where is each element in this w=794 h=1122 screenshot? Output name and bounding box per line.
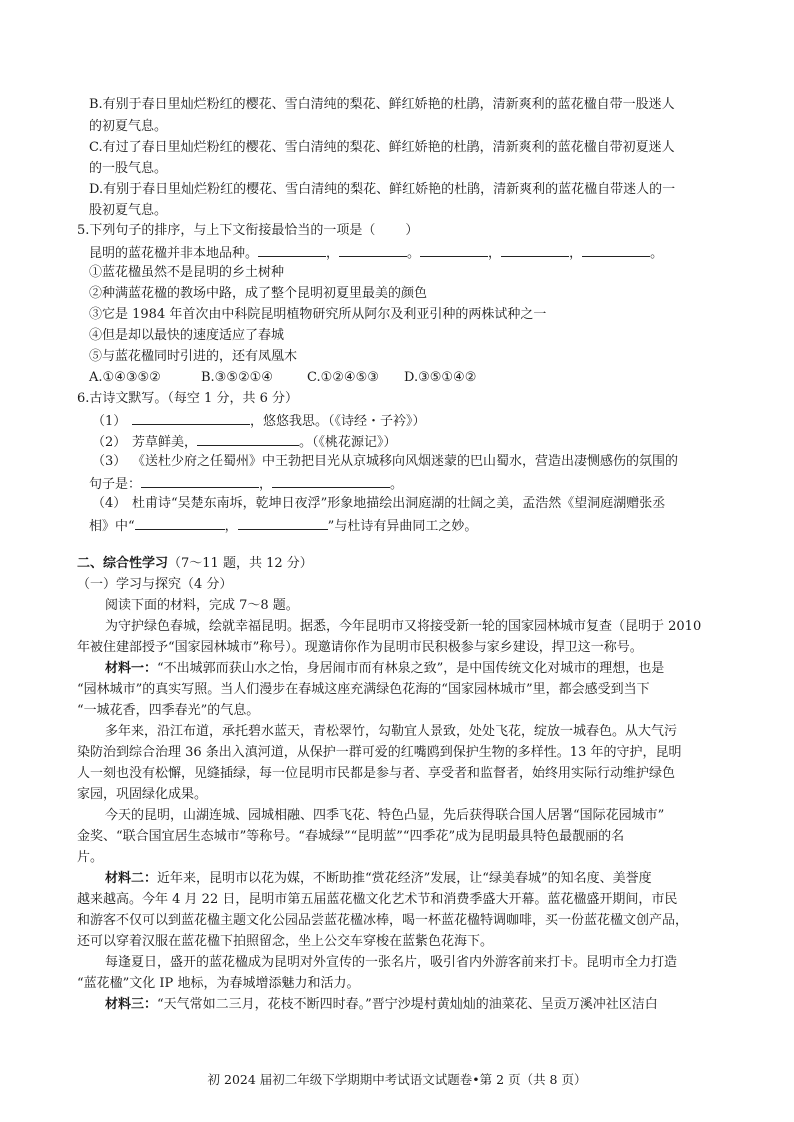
m1-text: “不出城郭而获山水之怡，身居闹市而有林泉之致”，是中国传统文化对城市的理想，也是 <box>157 661 665 676</box>
q5-choice-c[interactable]: C.①②④⑤③ <box>307 370 379 385</box>
m2-line-4: 还可以穿着汉服在蓝花楹下拍照留念，坐上公交车穿梭在蓝紫色花海下。 <box>77 934 494 949</box>
q5-lead: 昆明的蓝花楹并非本地品种。 <box>89 246 259 261</box>
q5-blank-4[interactable] <box>501 243 569 257</box>
m2-line-1 <box>105 870 652 888</box>
part2-instruction: 阅读下面的材料，完成 7～8 题。 <box>105 598 299 613</box>
q6-blank-2[interactable] <box>197 432 299 446</box>
q5-choice-d[interactable]: D.③⑤①④② <box>404 370 477 385</box>
q5-sentence-4: ④但是却以最快的速度适应了春城 <box>89 328 285 343</box>
q6-sep: 。 <box>390 477 404 492</box>
q6-item-text: 句子是： <box>89 477 142 492</box>
q6-item-text: 相》中“ <box>89 519 135 534</box>
part2-heading-score: （7～11 题，共 12 分） <box>168 556 313 571</box>
m2-text: 近年来，昆明市以花为媒，不断助推“赏花经济”发展，让“绿美春城”的知名度、美誉度 <box>157 871 652 886</box>
q6-item-text: 芳草鲜美， <box>132 435 198 450</box>
q5-sentence-5: ⑤与蓝花楹同时引进的，还有凤凰木 <box>89 349 298 364</box>
q5-choice-a[interactable]: A.①④③⑤② <box>89 370 161 385</box>
m1-p2-line-4: 家园，巩固绿化成果。 <box>77 787 208 802</box>
intro-line-1: 为守护绿色春城，绘就幸福昆明。据悉，今年昆明市又将接受新一轮的国家园林城市复查（昆明于 2010 <box>105 619 702 634</box>
q6-blank-3[interactable] <box>141 474 259 488</box>
m1-p2-line-2: 染防治到综合治理 36 条出入滇河道，从保护一群可爱的红嘴鸥到保护生物的多样性。13 年的守护，昆明 <box>77 745 682 760</box>
q6-blank-5[interactable] <box>135 516 225 530</box>
q6-item-4-line2 <box>89 516 477 536</box>
q4-option-c-line1: C.有过了春日里灿烂粉红的樱花、雪白清纯的梨花、鲜红娇艳的杜鹃，清新爽利的蓝花楹自带初夏迷人 <box>89 140 675 155</box>
q5-sep: ， <box>326 246 340 261</box>
q5-sentence-3: ③它是 1984 年首次由中科院昆明植物研究所从阿尔及利亚引种的两株试种之一 <box>89 307 547 322</box>
m2-line-2: 越来越高。今年 4 月 22 日，昆明市第五届蓝花楹文化艺术节和消费季盛大开幕。蓝花楹盛开期间，市民 <box>77 892 678 907</box>
q5-lead-line <box>89 243 663 263</box>
q4-option-d-line2: 股初夏气息。 <box>89 203 168 218</box>
q6-item-num: （2） <box>92 435 127 450</box>
m1-line-2: “园林城市”的真实写照。当人们漫步在春城这座充满绿色花海的“国家园林城市”里，都会感受到当下 <box>77 682 650 697</box>
m3-label: 材料三： <box>105 997 158 1012</box>
m2-line-3: 和游客不仅可以到蓝花楹主题文化公园品尝蓝花楹冰棒，喝一杯蓝花楹特调咖啡，买一份蓝花楹文创产品， <box>77 913 689 928</box>
part2-heading <box>77 555 313 573</box>
m1-p2-line-3: 人一刻也没有松懈，见缝插绿，每一位昆明市民都是参与者、享受者和监督者，始终用实际行动维护绿色 <box>77 766 676 781</box>
q6-item-num: （3） <box>92 454 127 469</box>
q5-blank-2[interactable] <box>339 243 407 257</box>
q5-stem-text: 5.下列句子的排序，与上下文衔接最恰当的一项是（ <box>77 223 376 238</box>
m2-p2-line-1: 每逢夏日，盛开的蓝花楹成为昆明对外宣传的一张名片，吸引省内外游客前来打卡。昆明市全力打造 <box>105 955 678 970</box>
q6-item-num: （4） <box>92 496 127 511</box>
m1-line-3: “一城花香，四季春光”的气息。 <box>77 703 260 718</box>
m1-p3-line-1: 今天的昆明，山湖连城、园城相融、四季飞花、特色凸显，先后获得联合国人居署“国际花园城市” <box>105 808 665 823</box>
q6-item-text: 《送杜少府之任蜀州》中王勃把目光从京城移向风烟迷蒙的巴山蜀水，营造出凄恻感伤的氛围的 <box>132 454 679 469</box>
q5-blank-3[interactable] <box>420 243 488 257</box>
m2-label: 材料二： <box>105 871 158 886</box>
intro-line-2: 年被住建部授予“国家园林城市”称号）。现邀请你作为昆明市民积极参与家乡建设，捍卫这一称号。 <box>77 640 643 655</box>
q4-option-c-line2: 的一股气息。 <box>89 161 168 176</box>
m2-p2-line-2: “蓝花楹”文化 IP 地标，为春城增添魅力和活力。 <box>77 976 360 991</box>
m3-text: “天气常如二三月，花枝不断四时春。”晋宁沙堤村黄灿灿的油菜花、呈贡万溪冲社区洁白 <box>157 997 658 1012</box>
q6-sep: ， <box>259 477 273 492</box>
q5-sep: ， <box>488 246 502 261</box>
q5-sep: 。 <box>407 246 421 261</box>
q6-item-3-line1 <box>92 453 678 471</box>
q6-stem: 6.古诗文默写。（每空 1 分，共 6 分） <box>77 391 298 406</box>
q5-sep: ， <box>569 246 583 261</box>
m3-line-1 <box>105 996 658 1014</box>
q4-option-b-line1: B.有别于春日里灿烂粉红的樱花、雪白清纯的梨花、鲜红娇艳的杜鹃，清新爽利的蓝花楹自带一股迷人 <box>89 97 675 112</box>
part2-sub1: （一）学习与探究（4 分） <box>77 577 233 592</box>
q4-option-b-line2: 的初夏气息。 <box>89 119 168 134</box>
q5-sentence-2: ②种满蓝花楹的教场中路，成了整个昆明初夏里最美的颜色 <box>89 286 428 301</box>
q6-item-text: 。（《桃花源记》） <box>299 435 397 450</box>
m1-p2-line-1: 多年来，沿江布道，承托碧水蓝天，青松翠竹，勾勒宜人景致，处处飞花，绽放一城春色。从大气污 <box>105 724 678 739</box>
q5-sep: 。 <box>650 246 664 261</box>
q6-item-text: 杜甫诗“吴楚东南坼，乾坤日夜浮”形象地描绘出洞庭湖的壮阔之美，孟浩然《望洞庭湖赠张丞 <box>132 496 666 511</box>
q6-sep: ， <box>224 519 238 534</box>
part2-heading-title: 二、综合性学习 <box>77 556 169 571</box>
q6-item-1 <box>92 411 426 431</box>
q6-item-text: ”与杜诗有异曲同工之妙。 <box>327 519 478 534</box>
q6-blank-1[interactable] <box>132 411 250 425</box>
q6-item-num: （1） <box>92 414 127 429</box>
page-footer: 初 2024 届初二年级下学期期中考试语文试题卷•第 2 页（共 8 页） <box>207 1072 587 1087</box>
q4-option-d-line1: D.有别于春日里灿烂粉红的樱花、雪白清纯的梨花、鲜红娇艳的杜鹃，清新爽利的蓝花楹自带迷人的一 <box>89 182 676 197</box>
q5-choice-b[interactable]: B.③⑤②①④ <box>201 370 273 385</box>
q5-choices <box>89 369 476 387</box>
m1-line-1 <box>105 660 664 678</box>
q5-stem <box>77 222 418 240</box>
q6-blank-4[interactable] <box>272 474 390 488</box>
q5-stem-close: ） <box>405 223 419 238</box>
q6-item-4-line1 <box>92 495 665 513</box>
q5-blank-5[interactable] <box>582 243 650 257</box>
q6-item-3-line2 <box>89 474 403 494</box>
q5-blank-1[interactable] <box>258 243 326 257</box>
m1-p3-line-3: 片。 <box>77 850 104 865</box>
q6-item-2 <box>92 432 397 452</box>
q6-blank-6[interactable] <box>238 516 328 530</box>
m1-p3-line-2: 金奖、“联合国宜居生态城市”等称号。“春城绿”“昆明蓝”“四季花”成为昆明最具特色最靓丽的名 <box>77 829 625 844</box>
m1-label: 材料一： <box>105 661 158 676</box>
q5-sentence-1: ①蓝花楹虽然不是昆明的乡土树种 <box>89 265 285 280</box>
q6-item-text: ，悠悠我思。（《诗经・子衿》） <box>250 414 426 429</box>
